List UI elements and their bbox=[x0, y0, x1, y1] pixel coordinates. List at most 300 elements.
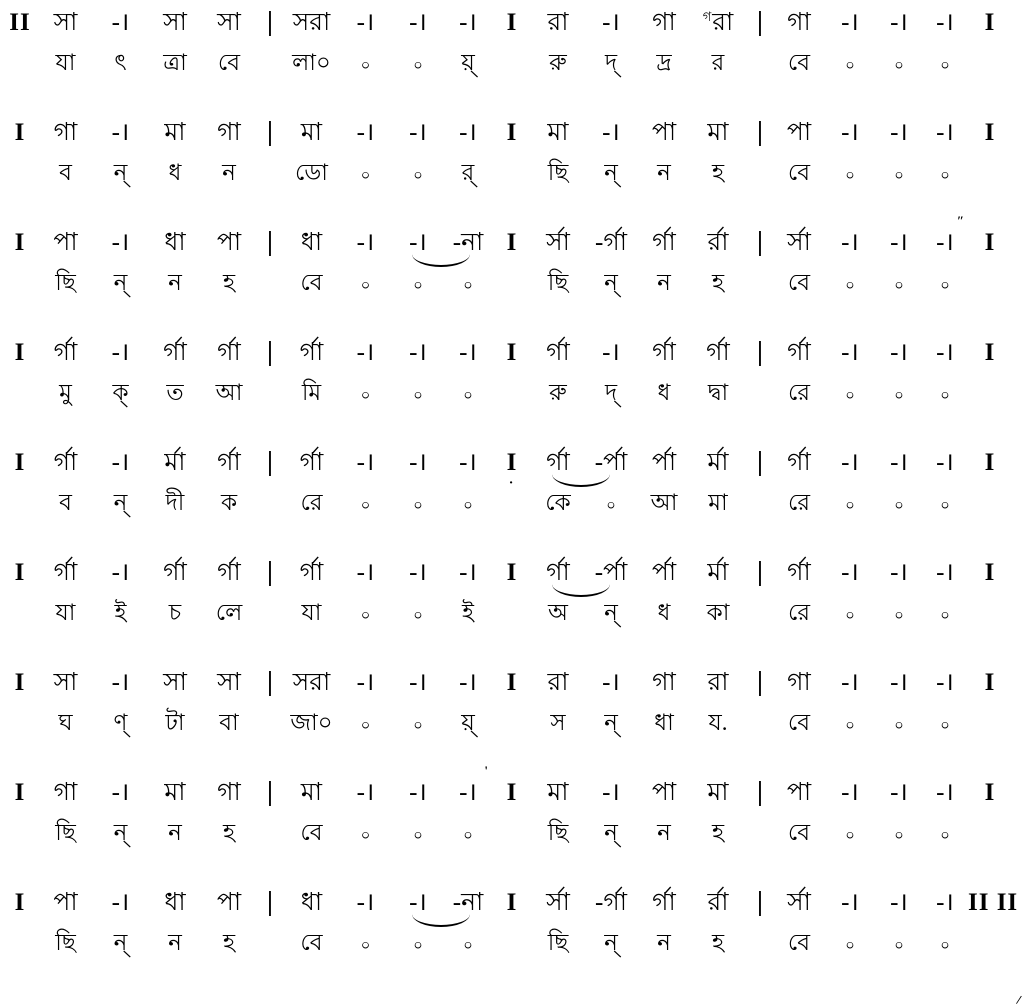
note-cell: র্গা bbox=[652, 339, 676, 366]
lyric-cell: ০ bbox=[845, 58, 855, 74]
notation-system bbox=[2, 116, 1024, 194]
lyric-cell: ০ bbox=[413, 718, 423, 734]
note-cell: মা bbox=[164, 119, 186, 146]
note-cell: I bbox=[506, 9, 518, 36]
lyric-cell: হ bbox=[711, 930, 725, 955]
note-cell: -। bbox=[602, 339, 620, 366]
lyric-cell: ০ bbox=[463, 938, 473, 954]
lyric-line bbox=[2, 160, 1024, 194]
lyric-cell: ঘ bbox=[58, 710, 73, 735]
note-cell: -। bbox=[841, 889, 859, 916]
lyric-cell: দ্র bbox=[656, 50, 672, 75]
note-cell: গা bbox=[787, 669, 811, 696]
lyric-cell: ০ bbox=[360, 388, 371, 404]
lyric-cell: ০ bbox=[360, 718, 371, 734]
lyric-cell: বে bbox=[217, 50, 241, 75]
lyric-cell: ০ bbox=[360, 938, 371, 954]
lyric-cell: ০ bbox=[463, 278, 473, 294]
lyric-cell: মা bbox=[708, 490, 728, 515]
note-cell: -। bbox=[841, 9, 859, 36]
note-cell: I bbox=[506, 889, 518, 916]
annotation-mark: ' bbox=[484, 763, 488, 778]
note-cell: -। bbox=[459, 669, 477, 696]
note-cell: -। ″ bbox=[936, 213, 964, 256]
lyric-cell: ০ bbox=[413, 388, 423, 404]
lyric-cell: রে bbox=[300, 490, 323, 515]
note-cell: I bbox=[984, 449, 996, 476]
note-cell: | bbox=[757, 776, 763, 806]
note-cell: -। bbox=[841, 339, 859, 366]
note-cell: -। bbox=[111, 449, 130, 476]
note-cell: -। bbox=[890, 339, 908, 366]
note-cell: II II bbox=[968, 889, 1019, 916]
lyric-cell: চ bbox=[168, 600, 182, 625]
note-cell: সা bbox=[53, 9, 78, 36]
note-cell: -র্পা bbox=[594, 559, 628, 586]
note-cell: | bbox=[757, 6, 763, 36]
lyric-cell: ব bbox=[59, 490, 72, 515]
lyric-cell: ক bbox=[220, 490, 238, 515]
note-cell: -র্গা bbox=[595, 229, 627, 256]
notation-systems bbox=[2, 6, 1024, 964]
note-cell: I bbox=[506, 559, 518, 586]
note-cell: II bbox=[9, 9, 31, 36]
note-cell: সা bbox=[217, 669, 241, 696]
notation-system bbox=[2, 446, 1024, 524]
lyric-cell: ন bbox=[168, 930, 182, 955]
note-cell: সরা bbox=[292, 669, 331, 696]
lyric-cell: ন্ bbox=[604, 820, 618, 845]
note-cell: -। bbox=[111, 229, 130, 256]
lyric-line bbox=[2, 270, 1024, 304]
lyric-cell: ০ bbox=[360, 168, 371, 184]
lyric-cell: ০ bbox=[606, 498, 616, 514]
note-cell: ধা bbox=[300, 229, 323, 256]
lyric-cell: ন bbox=[657, 160, 671, 185]
note-line bbox=[2, 6, 1024, 50]
note-cell: -। bbox=[890, 449, 908, 476]
notation-system bbox=[2, 556, 1024, 634]
lyric-cell: হ bbox=[222, 270, 236, 295]
note-cell: I bbox=[14, 779, 26, 806]
note-cell: সা bbox=[163, 669, 187, 696]
lyric-cell: হ bbox=[222, 820, 236, 845]
note-cell: -। bbox=[111, 339, 130, 366]
note-cell: -। bbox=[602, 669, 620, 696]
lyric-cell: ডো bbox=[295, 160, 328, 185]
lyric-cell: ০ bbox=[845, 168, 855, 184]
note-cell: -। bbox=[356, 119, 375, 146]
note-cell: I bbox=[506, 229, 518, 256]
note-cell: -। bbox=[890, 889, 908, 916]
note-cell: -। bbox=[459, 119, 477, 146]
note-cell: র্গা bbox=[546, 339, 570, 366]
note-cell: গা bbox=[652, 669, 676, 696]
note-cell: I · bbox=[506, 449, 518, 491]
note-cell: | bbox=[267, 336, 273, 366]
note-cell: -। bbox=[602, 119, 620, 146]
note-cell: র্গা bbox=[217, 559, 241, 586]
note-cell: | bbox=[757, 116, 763, 146]
note-cell: -। bbox=[459, 559, 477, 586]
lyric-cell: ০ bbox=[894, 278, 904, 294]
note-line bbox=[2, 886, 1024, 930]
note-cell: পা bbox=[786, 119, 812, 146]
lyric-cell: ন্ bbox=[604, 710, 618, 735]
lyric-cell: যা bbox=[55, 600, 76, 625]
lyric-cell: ০ bbox=[463, 498, 473, 514]
lyric-cell: ০ bbox=[894, 498, 904, 514]
note-cell: | bbox=[267, 666, 273, 696]
note-cell: -। bbox=[356, 9, 375, 36]
note-cell: গা bbox=[787, 9, 811, 36]
note-cell: -। bbox=[841, 779, 859, 806]
lyric-cell: ০ bbox=[940, 498, 950, 514]
notation-system bbox=[2, 763, 1024, 854]
lyric-cell: ০ bbox=[845, 388, 855, 404]
note-cell: সা bbox=[53, 669, 78, 696]
note-cell: সরা bbox=[292, 9, 331, 36]
note-cell: | bbox=[267, 556, 273, 586]
note-cell: ধা bbox=[300, 889, 323, 916]
note-cell: -। bbox=[936, 779, 954, 806]
lyric-cell: ০ bbox=[940, 58, 950, 74]
note-cell: -। bbox=[890, 779, 908, 806]
lyric-cell: ০ bbox=[413, 938, 423, 954]
lyric-cell: বে bbox=[787, 820, 811, 845]
note-cell: র্মা bbox=[707, 449, 729, 476]
lyric-cell: বে bbox=[787, 160, 811, 185]
lyric-cell: ০ bbox=[894, 58, 904, 74]
note-cell: র্গা bbox=[652, 889, 676, 916]
note-cell: র্গা bbox=[787, 449, 811, 476]
note-cell: র্গা bbox=[299, 559, 324, 586]
note-cell: ধা bbox=[164, 889, 186, 916]
note-cell: র্গা bbox=[163, 339, 187, 366]
lyric-cell: র bbox=[711, 50, 725, 75]
note-cell: পা bbox=[53, 229, 78, 256]
note-cell: I bbox=[14, 889, 26, 916]
note-cell: -। bbox=[936, 9, 954, 36]
lyric-cell: বে bbox=[787, 930, 811, 955]
note-cell: -। bbox=[841, 669, 859, 696]
note-cell: -। bbox=[890, 669, 908, 696]
note-cell: -না bbox=[452, 889, 484, 916]
lyric-cell: ছি bbox=[55, 820, 76, 845]
lyric-cell: ০ bbox=[940, 168, 950, 184]
lyric-cell: ন্ bbox=[604, 270, 618, 295]
note-cell: র্গা bbox=[53, 449, 78, 476]
lyric-cell: ০ bbox=[360, 498, 371, 514]
lyric-cell: ণ্ bbox=[113, 710, 128, 735]
note-cell: I bbox=[14, 119, 26, 146]
annotation-mark: ″ bbox=[956, 213, 964, 228]
lyric-cell: ন্ bbox=[113, 930, 128, 955]
lyric-cell: ০ bbox=[845, 718, 855, 734]
lyric-cell: ছি bbox=[547, 160, 569, 185]
note-cell: মা bbox=[707, 119, 729, 146]
lyric-cell: ই bbox=[462, 600, 474, 625]
lyric-cell: আ bbox=[650, 490, 678, 515]
notation-system bbox=[2, 886, 1024, 964]
note-cell: মা bbox=[164, 779, 186, 806]
lyric-cell: য়্ bbox=[461, 710, 475, 735]
lyric-cell: যা bbox=[55, 50, 76, 75]
lyric-cell: হ bbox=[711, 160, 725, 185]
note-cell: -। bbox=[111, 9, 130, 36]
lyric-line bbox=[2, 380, 1024, 414]
lyric-cell: বে bbox=[300, 820, 323, 845]
note-cell: -। bbox=[459, 9, 477, 36]
lyric-cell: যা bbox=[301, 600, 322, 625]
note-cell: পা bbox=[53, 889, 78, 916]
lyric-cell: ০ bbox=[894, 168, 904, 184]
lyric-cell: দ্ bbox=[604, 380, 618, 405]
dot-below-mark: · bbox=[508, 476, 515, 491]
note-cell: গা bbox=[217, 779, 241, 806]
lyric-cell: ছি bbox=[547, 820, 569, 845]
note-cell: I bbox=[506, 339, 518, 366]
note-line bbox=[2, 446, 1024, 490]
note-cell: -। bbox=[356, 229, 375, 256]
lyric-cell: ধ bbox=[657, 600, 671, 625]
note-cell: র্রা bbox=[707, 229, 729, 256]
note-cell: পা bbox=[786, 779, 812, 806]
lyric-cell: ন্ bbox=[604, 600, 618, 625]
lyric-cell: ই bbox=[114, 600, 127, 625]
note-cell: -। bbox=[936, 669, 954, 696]
note-cell: পা bbox=[651, 779, 677, 806]
note-cell: | bbox=[267, 776, 273, 806]
lyric-cell: ত bbox=[166, 380, 184, 405]
lyric-cell: ০ bbox=[845, 938, 855, 954]
note-cell: -। bbox=[409, 9, 427, 36]
note-cell: I bbox=[14, 449, 26, 476]
lyric-cell: রে bbox=[788, 380, 810, 405]
lyric-cell: রু bbox=[549, 50, 567, 75]
lyric-line bbox=[2, 710, 1024, 744]
grace-note-superscript: গ bbox=[702, 9, 712, 24]
lyric-cell: ন্ bbox=[604, 160, 618, 185]
note-cell: -না bbox=[452, 229, 484, 256]
lyric-cell: হ bbox=[711, 820, 725, 845]
note-cell: | bbox=[757, 336, 763, 366]
note-cell: -। bbox=[409, 669, 427, 696]
note-line bbox=[2, 213, 1024, 270]
lyric-line bbox=[2, 490, 1024, 524]
lyric-cell: বে bbox=[300, 270, 323, 295]
lyric-cell: জা০ bbox=[290, 710, 333, 735]
lyric-cell: ০ bbox=[845, 608, 855, 624]
lyric-cell: ০ bbox=[413, 828, 423, 844]
lyric-cell: ধ bbox=[168, 160, 182, 185]
note-cell: র্গা bbox=[163, 559, 187, 586]
lyric-cell: ৎ bbox=[114, 50, 127, 75]
lyric-cell: বে bbox=[787, 270, 811, 295]
note-cell: র্গা bbox=[532, 449, 584, 478]
note-cell: I bbox=[14, 559, 26, 586]
lyric-cell: দ্ bbox=[604, 50, 618, 75]
notation-system bbox=[2, 666, 1024, 744]
lyric-cell: য়্ bbox=[461, 50, 475, 75]
lyric-cell: ০ bbox=[894, 718, 904, 734]
note-cell: পা bbox=[651, 119, 677, 146]
note-cell: পা bbox=[216, 889, 242, 916]
lyric-cell: রু bbox=[549, 380, 567, 405]
lyric-cell: ন্ bbox=[113, 490, 128, 515]
note-cell: র্পা bbox=[651, 449, 677, 476]
note-cell: I bbox=[14, 339, 26, 366]
lyric-cell: আ bbox=[215, 380, 243, 405]
note-cell: র্গা bbox=[217, 449, 241, 476]
note-cell: র্রা bbox=[707, 889, 729, 916]
note-line bbox=[2, 116, 1024, 160]
lyric-line bbox=[2, 820, 1024, 854]
lyric-cell: বে bbox=[787, 710, 811, 735]
note-cell: র্গা bbox=[217, 339, 241, 366]
lyric-cell: ০ bbox=[413, 278, 423, 294]
lyric-cell: রে bbox=[788, 600, 810, 625]
note-cell: গা bbox=[53, 779, 78, 806]
note-cell: সা bbox=[217, 9, 241, 36]
note-cell: -। bbox=[356, 889, 375, 916]
lyric-cell: স bbox=[550, 710, 566, 735]
lyric-cell: ধ bbox=[657, 380, 671, 405]
lyric-cell: বে bbox=[787, 50, 811, 75]
note-cell: মা bbox=[547, 779, 569, 806]
note-cell: -। bbox=[111, 889, 130, 916]
lyric-cell: ছি bbox=[55, 930, 76, 955]
lyric-cell: ০ bbox=[940, 388, 950, 404]
note-cell: | bbox=[757, 886, 763, 916]
lyric-line bbox=[2, 600, 1024, 634]
lyric-line bbox=[2, 50, 1024, 84]
note-cell: I bbox=[984, 229, 996, 256]
note-cell: গা bbox=[652, 9, 676, 36]
note-cell: র্সা bbox=[546, 229, 570, 256]
note-cell: | bbox=[757, 666, 763, 696]
note-cell: I bbox=[984, 559, 996, 586]
note-line bbox=[2, 666, 1024, 710]
note-cell: -। bbox=[890, 119, 908, 146]
lyric-cell: লে bbox=[215, 600, 243, 625]
lyric-cell: ন্ bbox=[113, 160, 128, 185]
note-cell: -। bbox=[936, 449, 954, 476]
note-cell: I bbox=[984, 779, 996, 806]
note-cell: -। bbox=[409, 559, 427, 586]
note-cell: র্পা bbox=[651, 559, 677, 586]
lyric-cell: ০ bbox=[845, 498, 855, 514]
lyric-cell: রে bbox=[788, 490, 810, 515]
note-cell: -। bbox=[111, 669, 130, 696]
lyric-cell: ০ bbox=[940, 938, 950, 954]
note-cell: গা bbox=[53, 119, 78, 146]
note-cell: -। bbox=[936, 889, 954, 916]
lyric-cell: ০ bbox=[463, 388, 473, 404]
note-cell: র্গা bbox=[299, 449, 324, 476]
note-cell: | bbox=[267, 226, 273, 256]
lyric-cell: ন্ bbox=[113, 820, 128, 845]
lyric-cell: মি bbox=[301, 380, 322, 405]
lyric-cell: ০ bbox=[845, 278, 855, 294]
lyric-cell: ০ bbox=[894, 938, 904, 954]
lyric-cell: ন bbox=[657, 930, 671, 955]
corner-tick-mark: / bbox=[1015, 991, 1023, 1008]
note-cell: -। bbox=[890, 9, 908, 36]
lyric-cell: টা bbox=[165, 710, 185, 735]
note-cell: -। bbox=[356, 669, 375, 696]
note-cell: -। bbox=[356, 449, 375, 476]
note-cell: র্সা bbox=[787, 889, 811, 916]
lyric-cell: ০ bbox=[894, 608, 904, 624]
lyric-cell: ছি bbox=[547, 270, 569, 295]
note-cell: র্সা bbox=[787, 229, 811, 256]
note-cell: র্গা bbox=[299, 339, 324, 366]
note-cell: র্গা bbox=[53, 339, 78, 366]
lyric-cell: ত্রা bbox=[163, 50, 187, 75]
lyric-cell: য. bbox=[708, 710, 728, 735]
note-cell: -। bbox=[602, 9, 620, 36]
lyric-cell: ক্ bbox=[112, 380, 129, 405]
note-cell: র্গা bbox=[787, 559, 811, 586]
note-cell: -। bbox=[356, 559, 375, 586]
lyric-cell: ন্ bbox=[604, 930, 618, 955]
lyric-cell: ০ bbox=[413, 168, 423, 184]
note-cell: র্গা bbox=[652, 229, 676, 256]
lyric-cell: ন bbox=[168, 820, 182, 845]
lyric-cell: ০ bbox=[894, 388, 904, 404]
lyric-cell: ০ bbox=[940, 608, 950, 624]
note-cell: মা bbox=[300, 779, 323, 806]
note-cell: I bbox=[984, 669, 996, 696]
note-cell: -। bbox=[890, 229, 908, 256]
lyric-cell: ০ bbox=[360, 278, 371, 294]
note-line bbox=[2, 556, 1024, 600]
note-cell: র্মা bbox=[164, 449, 186, 476]
lyric-cell: হ bbox=[711, 270, 725, 295]
lyric-cell: ন bbox=[657, 820, 671, 845]
lyric-cell: মু bbox=[59, 380, 72, 405]
notation-system bbox=[2, 213, 1024, 304]
lyric-cell: ০ bbox=[463, 828, 473, 844]
note-cell: -। bbox=[111, 779, 130, 806]
note-cell: I bbox=[984, 9, 996, 36]
note-cell: I bbox=[506, 779, 518, 806]
note-cell: পা bbox=[216, 229, 242, 256]
note-cell: -। bbox=[392, 889, 444, 918]
note-cell: র্গা bbox=[532, 559, 584, 588]
note-cell: I bbox=[984, 339, 996, 366]
note-cell: মা bbox=[547, 119, 569, 146]
note-cell: -। bbox=[111, 119, 130, 146]
note-cell: -। bbox=[936, 339, 954, 366]
lyric-cell: ০ bbox=[360, 608, 371, 624]
note-cell: -। bbox=[409, 449, 427, 476]
note-cell: | bbox=[267, 886, 273, 916]
note-cell: -র্গা bbox=[595, 889, 627, 916]
note-cell: র্সা bbox=[546, 889, 570, 916]
note-cell: রা bbox=[547, 9, 569, 36]
lyric-cell: দ্বা bbox=[707, 380, 729, 405]
note-cell: -। bbox=[459, 449, 477, 476]
lyric-cell: ০ bbox=[360, 58, 371, 74]
note-cell: I bbox=[14, 669, 26, 696]
note-cell: -। bbox=[459, 339, 477, 366]
lyric-cell: বা bbox=[219, 710, 239, 735]
notation-system bbox=[2, 336, 1024, 414]
lyric-cell: ০ bbox=[940, 278, 950, 294]
note-cell: | bbox=[267, 446, 273, 476]
